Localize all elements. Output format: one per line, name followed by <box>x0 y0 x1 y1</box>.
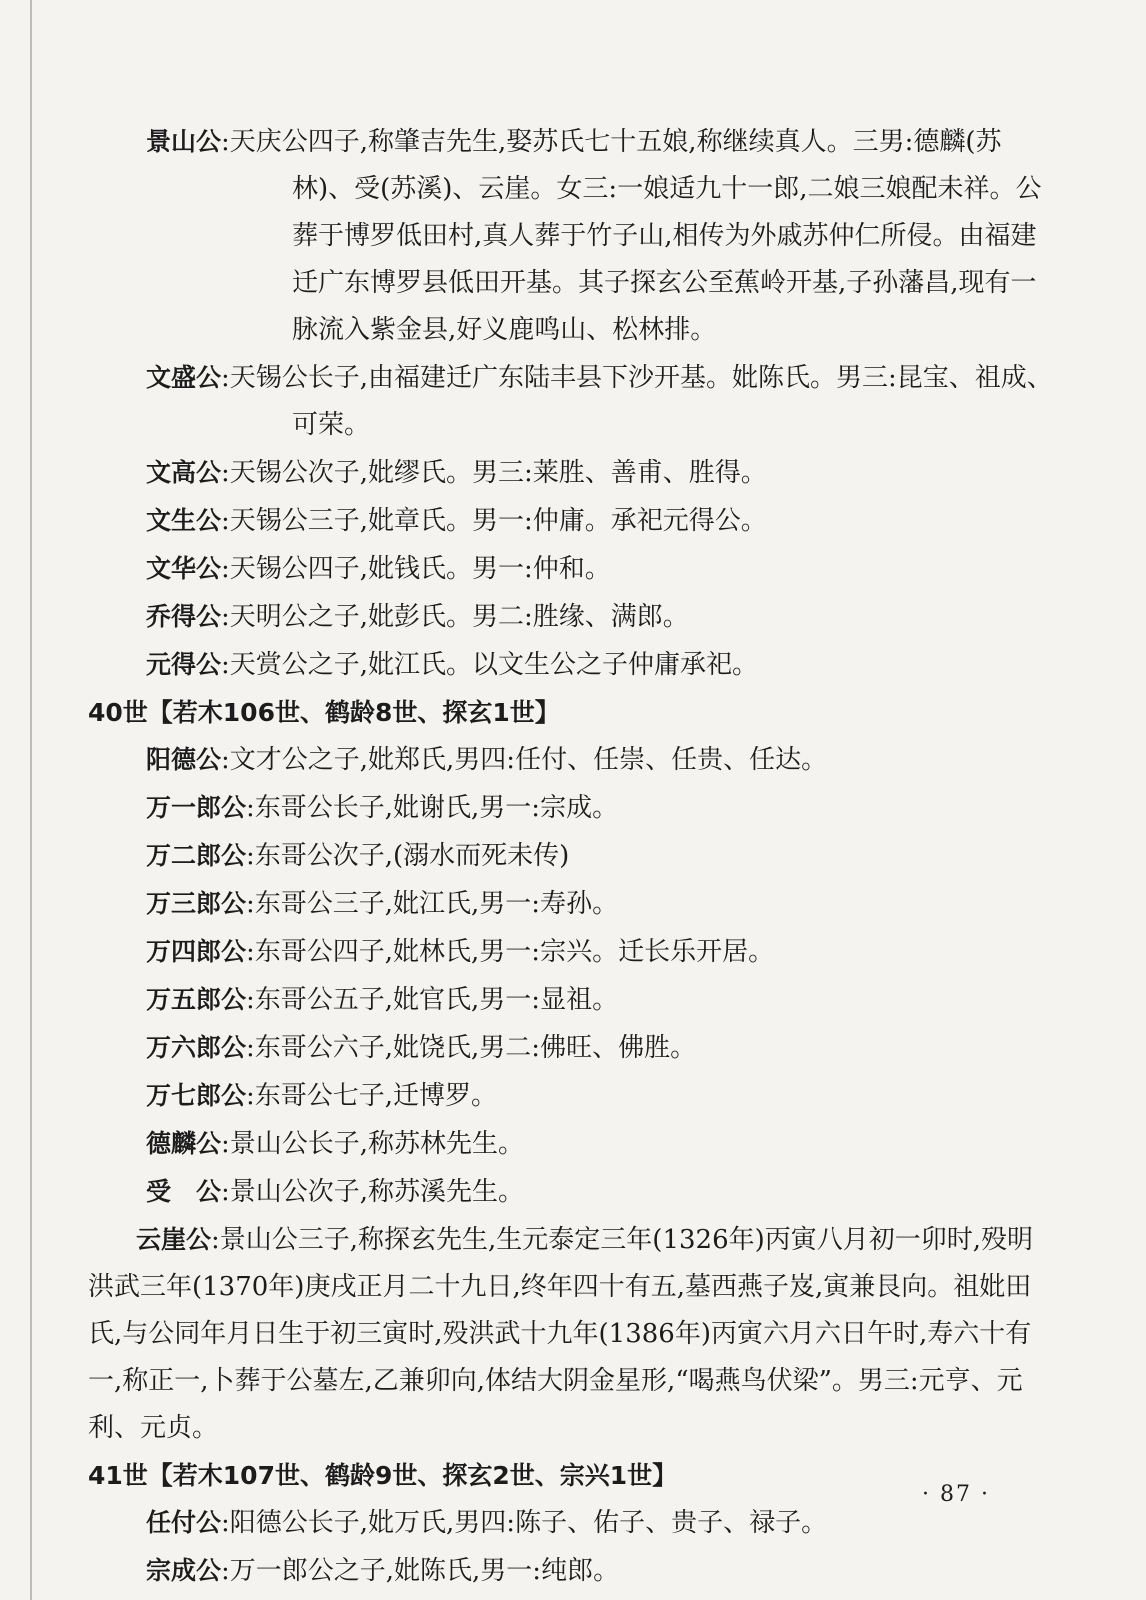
document-body <box>88 118 1058 1595</box>
person-name: 元得公 <box>146 650 222 679</box>
page-edge <box>30 0 32 1600</box>
person-name: 受 公 <box>146 1177 222 1206</box>
person-name: 万二郎公 <box>146 841 247 870</box>
genealogy-entry <box>88 354 1058 449</box>
entry-text: :景山公次子,称苏溪先生。 <box>221 1177 525 1207</box>
entry-text: :文才公之子,妣郑氏,男四:任付、任崇、任贵、任达。 <box>221 745 828 775</box>
person-name: 万一郎公 <box>146 793 247 822</box>
person-name: 阳德公 <box>146 745 222 774</box>
person-name: 万五郎公 <box>146 985 247 1014</box>
genealogy-entry <box>88 497 1058 545</box>
entry-text: :东哥公长子,妣谢氏,男一:宗成。 <box>246 793 619 823</box>
person-name: 文生公 <box>146 506 222 535</box>
genealogy-entry <box>88 976 1058 1024</box>
genealogy-entry <box>88 1024 1058 1072</box>
entry-text: :景山公三子,称探玄先生,生元泰定三年(1326年)丙寅八月初一卯时,殁明洪武三年(1370年)庚戌正月二十九日,终年四十有五,墓西燕子岌,寅兼艮向。祖妣田氏,与公同年月日生于初三寅时,殁洪武十九年(1386年)丙寅六月六日午时,寿六十有一,称正一,卜葬于公墓左,乙兼卯向,体结大阴金星形,“喝燕鸟伏梁”。男三:元亨、元利、元贞。 <box>88 1225 1034 1443</box>
genealogy-entry <box>88 928 1058 976</box>
entry-text: :东哥公四子,妣林氏,男一:宗兴。迁长乐开居。 <box>246 937 775 967</box>
entry-text: :东哥公六子,妣饶氏,男二:佛旺、佛胜。 <box>246 1033 697 1063</box>
person-name: 景山公 <box>146 127 222 156</box>
genealogy-entry <box>88 593 1058 641</box>
entry-text: :东哥公五子,妣官氏,男一:显祖。 <box>246 985 619 1015</box>
entry-text: :阳德公长子,妣万氏,男四:陈子、佑子、贵子、禄子。 <box>221 1508 828 1538</box>
genealogy-entry <box>88 736 1058 784</box>
entry-text: :天锡公次子,妣缪氏。男三:莱胜、善甫、胜得。 <box>221 458 767 488</box>
genealogy-entry <box>88 449 1058 497</box>
genealogy-entry <box>88 880 1058 928</box>
person-name: 任付公 <box>146 1508 222 1537</box>
person-name: 文高公 <box>146 458 222 487</box>
entry-text: :万一郎公之子,妣陈氏,男一:纯郎。 <box>221 1556 620 1586</box>
person-name: 德麟公 <box>146 1129 222 1158</box>
page-number: · 87 · <box>922 1482 990 1507</box>
entry-text: :天赏公之子,妣江氏。以文生公之子仲庸承祀。 <box>221 650 759 680</box>
generation-heading: 40世【若木106世、鹤龄8世、探玄1世】 <box>88 698 560 727</box>
genealogy-entry <box>88 545 1058 593</box>
person-name: 万七郎公 <box>146 1081 247 1110</box>
person-name: 宗成公 <box>146 1556 222 1585</box>
genealogy-entry <box>88 118 1058 354</box>
genealogy-entry <box>88 784 1058 832</box>
entry-text: :天锡公四子,妣钱氏。男一:仲和。 <box>221 554 611 584</box>
entry-text: :天庆公四子,称肇吉先生,娶苏氏七十五娘,称继续真人。三男:德麟(苏林)、受(苏溪)、云崖。女三:一娘适九十一郎,二娘三娘配未祥。公葬于博罗低田村,真人葬于竹子山,相传为外戚苏仲仁所侵。由福建迁广东博罗县低田开基。其子探玄公至蕉岭开基,子孙藩昌,现有一脉流入紫金县,好义鹿鸣山、松林排。 <box>221 127 1042 345</box>
entry-text: :天明公之子,妣彭氏。男二:胜缘、满郎。 <box>221 602 689 632</box>
entry-text: :东哥公三子,妣江氏,男一:寿孙。 <box>246 889 619 919</box>
genealogy-entry <box>88 1168 1058 1216</box>
entry-text: :天锡公三子,妣章氏。男一:仲庸。承祀元得公。 <box>221 506 767 536</box>
entry-text: :东哥公七子,迁博罗。 <box>246 1081 498 1111</box>
person-name: 万六郎公 <box>146 1033 247 1062</box>
genealogy-entry <box>88 1120 1058 1168</box>
genealogy-entry <box>88 641 1058 689</box>
person-name: 万四郎公 <box>146 937 247 966</box>
genealogy-entry <box>88 1072 1058 1120</box>
entry-text: :景山公长子,称苏林先生。 <box>221 1129 525 1159</box>
person-name: 文盛公 <box>146 363 222 392</box>
genealogy-entry <box>88 1547 1058 1595</box>
genealogy-entry <box>88 832 1058 880</box>
genealogy-entry <box>88 1499 1058 1547</box>
person-name: 万三郎公 <box>146 889 247 918</box>
person-name: 云崖公 <box>136 1225 212 1254</box>
person-name: 文华公 <box>146 554 222 583</box>
person-name: 乔得公 <box>146 602 222 631</box>
generation-heading: 41世【若木107世、鹤龄9世、探玄2世、宗兴1世】 <box>88 1461 678 1490</box>
entry-text: :东哥公次子,(溺水而死未传) <box>246 841 570 871</box>
genealogy-entry <box>88 1216 1058 1452</box>
entry-text: :天锡公长子,由福建迁广东陆丰县下沙开基。妣陈氏。男三:昆宝、祖成、可荣。 <box>221 363 1053 440</box>
